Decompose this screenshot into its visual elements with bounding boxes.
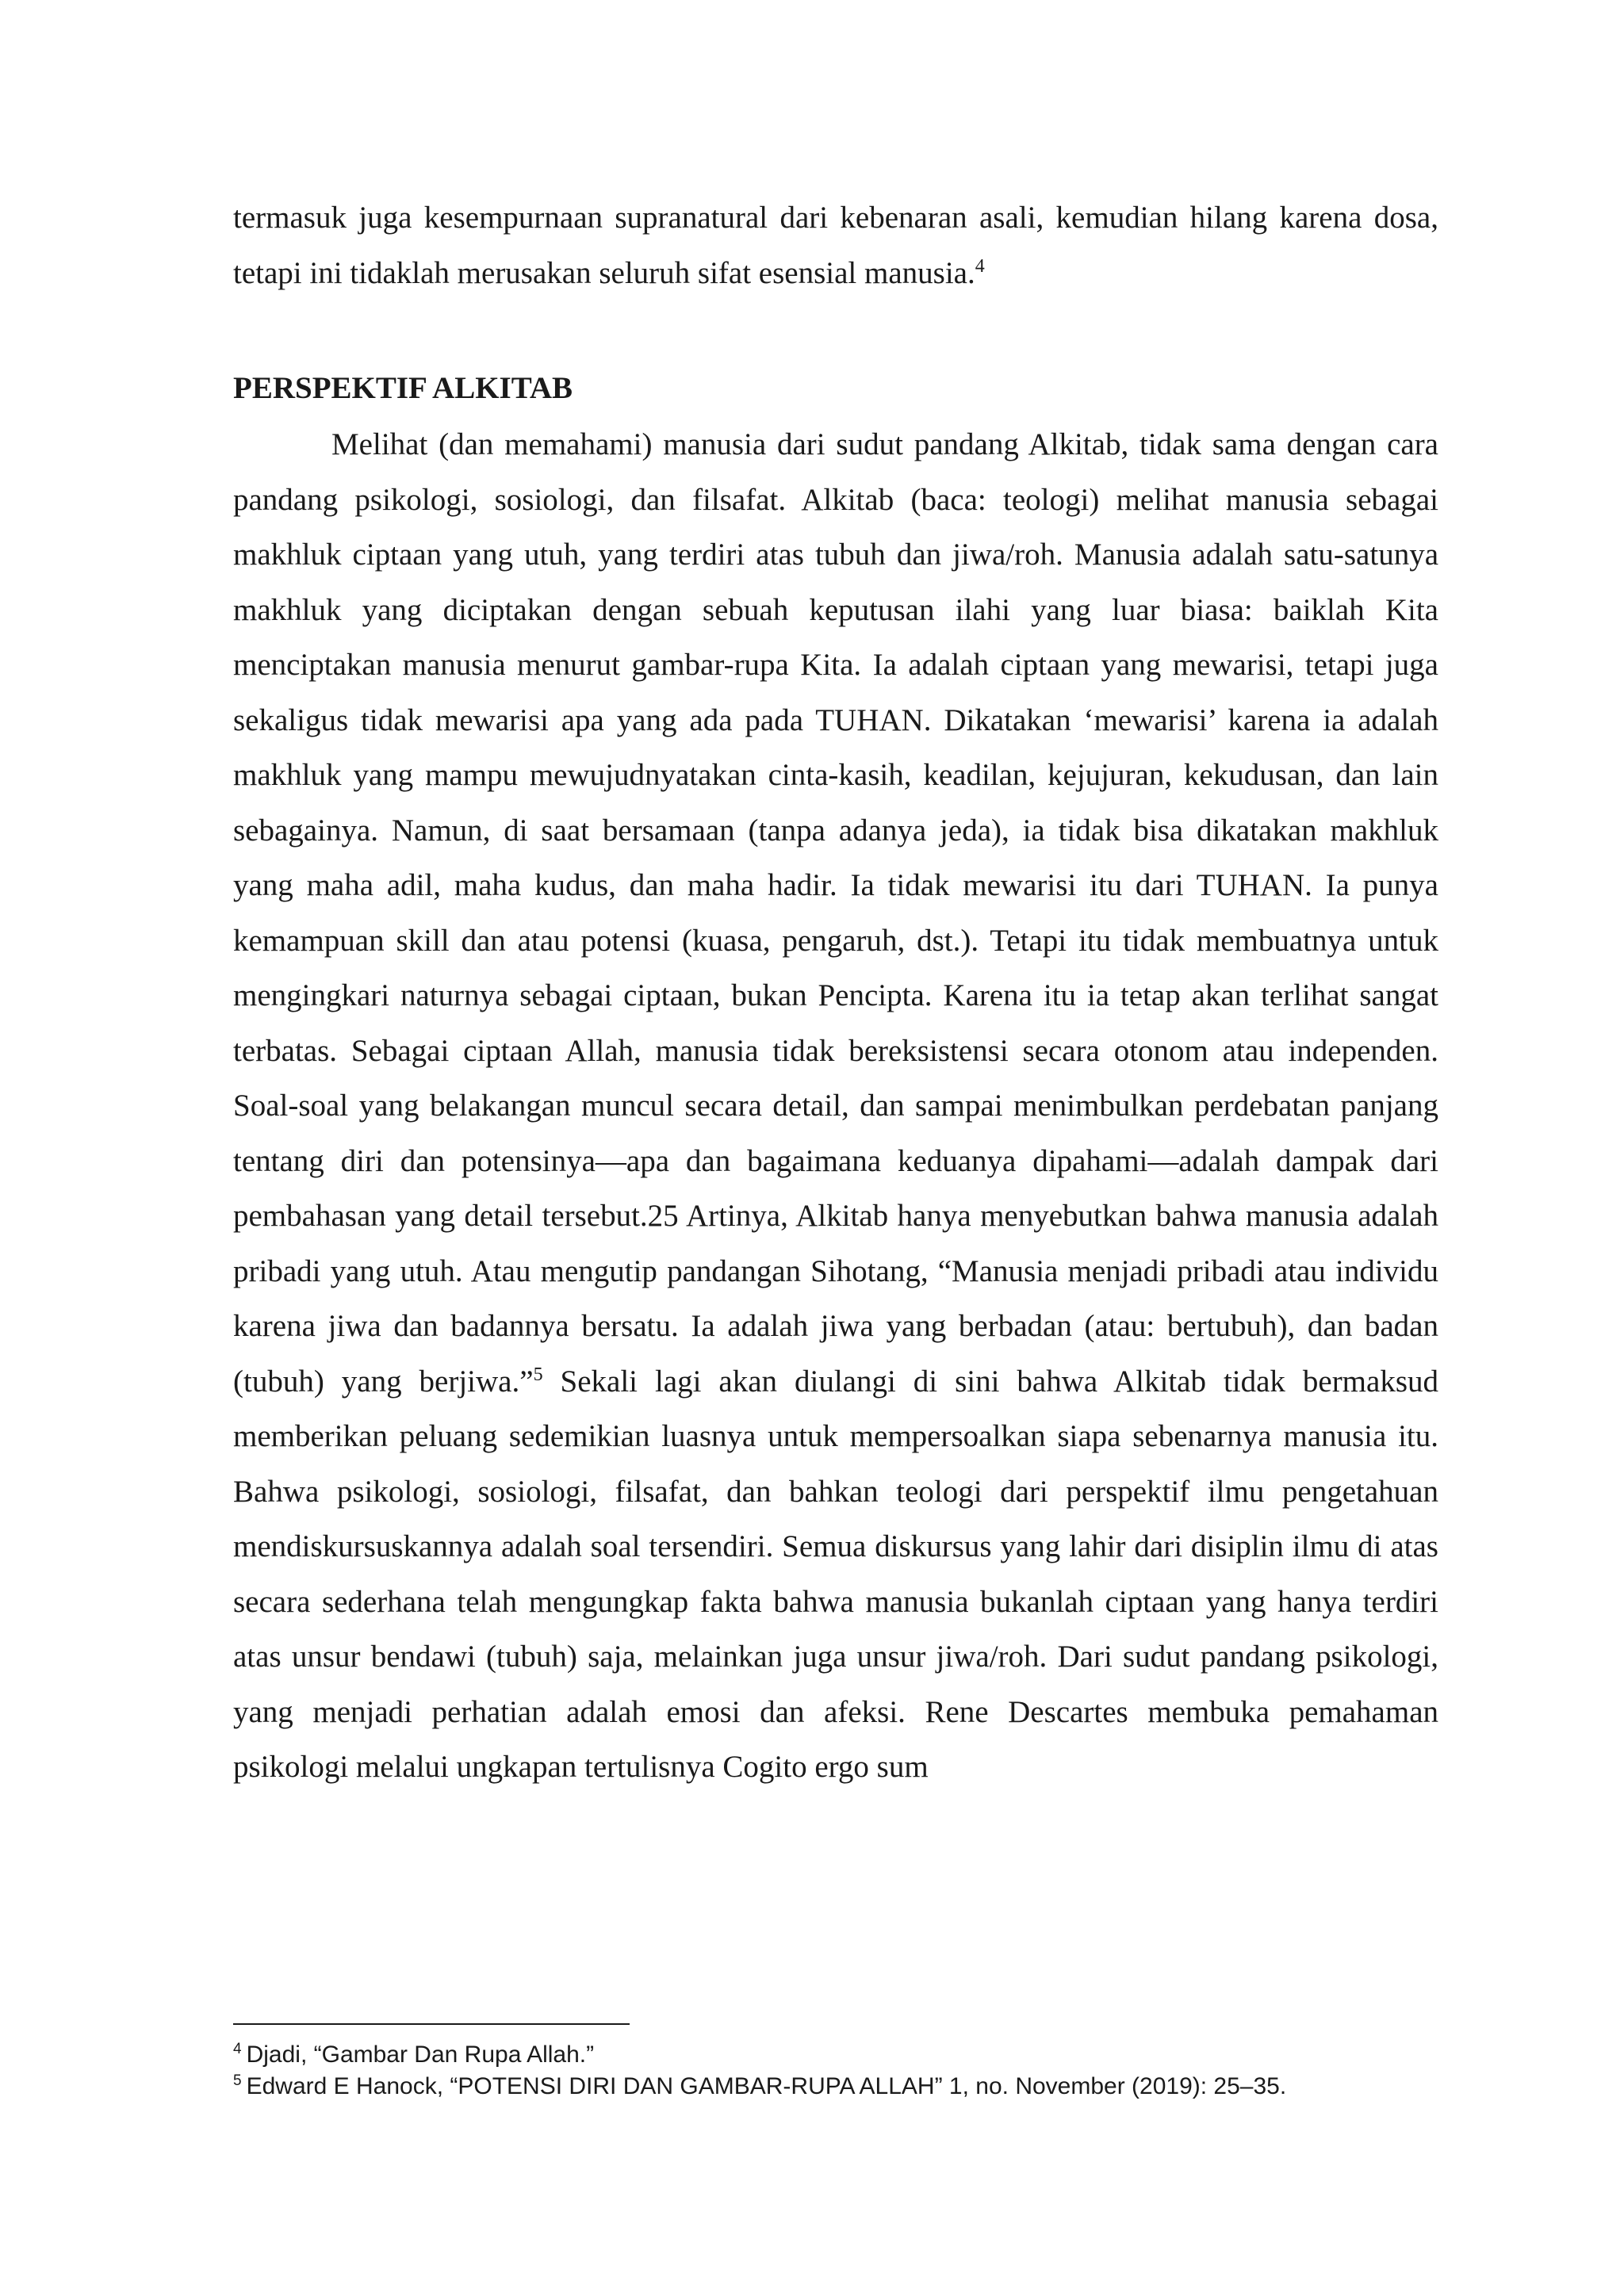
footnotes-section	[233, 2039, 1438, 2103]
intro-paragraph-text: termasuk juga kesempurnaan supranatural dari kebenaran asali, kemudian hilang karena dosa, tetapi ini tidaklah merusakan seluruh sifat esensial manusia.	[233, 201, 1438, 290]
footnote-number: 5	[233, 2072, 242, 2089]
main-paragraph-part1: Melihat (dan memahami) manusia dari sudut pandang Alkitab, tidak sama dengan cara pandang psikologi, sosiologi, dan filsafat. Alkitab (baca: teologi) melihat manusia sebagai makhluk ciptaan yang utuh, yang terdiri atas tubuh dan jiwa/roh. Manusia adalah satu-satunya makhluk yang diciptakan dengan sebuah keputusan ilahi yang luar biasa: baiklah Kita menciptakan manusia menurut gambar-rupa Kita. Ia adalah ciptaan yang mewarisi, tetapi juga sekaligus tidak mewarisi apa yang ada pada TUHAN. Dikatakan ‘mewarisi’ karena ia adalah makhluk yang mampu mewujudnyatakan cinta-kasih, keadilan, kejujuran, kekudusan, dan lain sebagainya. Namun, di saat bersamaan (tanpa adanya jeda), ia tidak bisa dikatakan makhluk yang maha adil, maha kudus, dan maha hadir. Ia tidak mewarisi itu dari TUHAN. Ia punya kemampuan skill dan atau potensi (kuasa, pengaruh, dst.). Tetapi itu tidak membuatnya untuk mengingkari naturnya sebagai ciptaan, bukan Pencipta. Karena itu ia tetap akan terlihat sangat terbatas. Sebagai ciptaan Allah, manusia tidak bereksistensi secara otonom atau independen. Soal-soal yang belakangan muncul secara detail, dan sampai menimbulkan perdebatan panjang tentang diri dan potensinya—apa dan bagaimana keduanya dipahami—adalah dampak dari pembahasan yang detail tersebut.25 Artinya, Alkitab hanya menyebutkan bahwa manusia adalah pribadi yang utuh. Atau mengutip pandangan Sihotang, “Manusia menjadi pribadi atau individu karena jiwa dan badannya bersatu. Ia adalah jiwa yang berbadan (atau: bertubuh), dan badan (tubuh) yang berjiwa.”	[233, 427, 1438, 1399]
footnote-text: Edward E Hanock, “POTENSI DIRI DAN GAMBAR-RUPA ALLAH” 1, no. November (2019): 25–35.	[246, 2073, 1287, 2099]
footnote-number: 4	[233, 2041, 242, 2057]
footnote-ref-5: 5	[533, 1364, 543, 1385]
footnote-text: Djadi, “Gambar Dan Rupa Allah.”	[246, 2042, 595, 2068]
footnote-separator	[233, 2023, 630, 2025]
main-paragraph-part2: Sekali lagi akan diulangi di sini bahwa Alkitab tidak bermaksud memberikan peluang sedemikian luasnya untuk mempersoalkan siapa sebenarnya manusia itu. Bahwa psikologi, sosiologi, filsafat, dan bahkan teologi dari perspektif ilmu pengetahuan mendiskursuskannya adalah soal tersendiri. Semua diskursus yang lahir dari disiplin ilmu di atas secara sederhana telah mengungkap fakta bahwa manusia bukanlah ciptaan yang hanya terdiri atas unsur bendawi (tubuh) saja, melainkan juga unsur jiwa/roh. Dari sudut pandang psikologi, yang menjadi perhatian adalah emosi dan afeksi. Rene Descartes membuka pemahaman psikologi melalui ungkapan tertulisnya Cogito ergo sum	[233, 1364, 1439, 1784]
intro-paragraph	[233, 190, 1438, 300]
section-heading: PERSPEKTIF ALKITAB	[233, 371, 573, 405]
footnote-ref-4: 4	[975, 255, 985, 277]
footnote-item	[233, 2039, 1438, 2071]
main-paragraph	[233, 417, 1438, 1795]
footnote-item	[233, 2071, 1438, 2103]
